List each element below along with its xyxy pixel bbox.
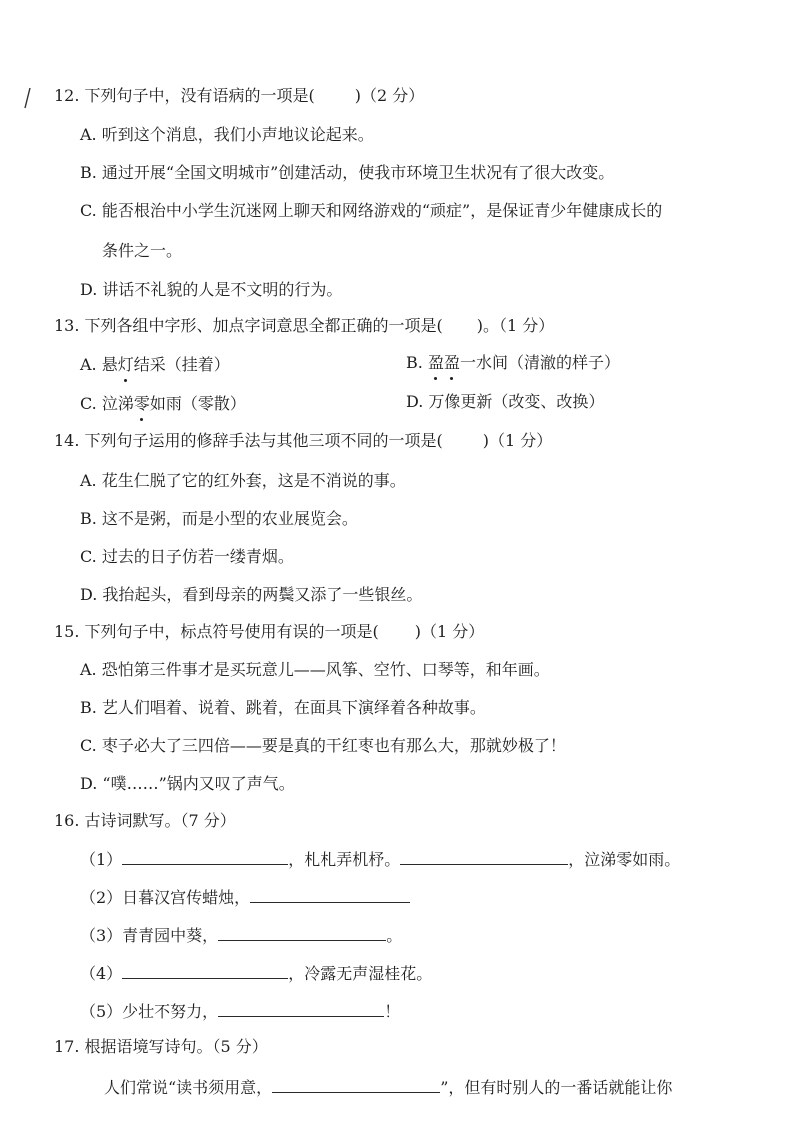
q12-option-c-cont: 条件之一。 [102, 241, 183, 260]
q16-1-mid: ，札札弄机杼。 [288, 850, 401, 869]
q17-context-a: 人们常说“读书须用意， [104, 1078, 273, 1097]
q16-5-text: （5）少壮不努力， [80, 1002, 219, 1021]
q13-b-post: 一水间（清澈的样子） [459, 353, 620, 372]
q16-line-4 [80, 962, 432, 985]
q16-4-num: （4） [80, 964, 123, 983]
q13-score: )。（1 分） [476, 316, 555, 335]
q14-option-a: A. 花生仁脱了它的红外套，这是不消说的事。 [80, 471, 406, 490]
q14-option-d: D. 我抬起头，看到母亲的两鬓又添了一些银丝。 [80, 585, 423, 604]
q16-4-end: ，冷露无声湿桂花。 [288, 964, 433, 983]
q13-a-post: 结采（挂着） [133, 355, 230, 374]
q13-option-d: D. 万像更新（改变、改换） [406, 392, 605, 411]
q16-1-blank-2[interactable] [400, 848, 568, 865]
q15-option-a: A. 恐怕第三件事才是买玩意儿——风筝、空竹、口琴等，和年画。 [80, 660, 550, 679]
q13-b-pre: B. [406, 353, 428, 372]
q16-4-blank[interactable] [122, 962, 288, 979]
q13-option-b [406, 352, 620, 374]
q17-context-b: ”，但有时别人的一番话就能让你 [440, 1078, 673, 1097]
q12-option-d: D. 讲话不礼貌的人是不文明的行为。 [80, 280, 343, 299]
q16-1-num: （1） [80, 850, 123, 869]
q16-2-blank[interactable] [250, 886, 410, 903]
q14-stem-text: 14. 下列句子运用的修辞手法与其他三项不同的一项是( [54, 431, 443, 450]
q16-1-end: ，泣涕零如雨。 [568, 850, 681, 869]
q12-option-a: A. 听到这个消息，我们小声地议论起来。 [80, 125, 374, 144]
q12-answer-blank[interactable] [315, 85, 355, 101]
q14-stem [54, 430, 552, 452]
q12-stem [54, 85, 424, 107]
q13-option-c [80, 393, 246, 415]
q14-score: )（1 分） [482, 431, 553, 450]
q15-stem [54, 621, 484, 643]
q16-5-end: ！ [384, 1002, 401, 1021]
q12-stem-text: 12. 下列句子中，没有语病的一项是( [54, 86, 315, 105]
q17-blank[interactable] [272, 1076, 440, 1093]
q16-line-3 [80, 924, 402, 947]
q16-3-blank[interactable] [218, 924, 386, 941]
q15-stem-text: 15. 下列句子中，标点符号使用有误的一项是( [54, 622, 379, 641]
q17-stem: 17. 根据语境写诗句。（5 分） [54, 1037, 268, 1056]
q13-c-dotted-char: 零 [133, 394, 150, 413]
pen-mark [22, 86, 32, 110]
q13-stem [54, 315, 554, 337]
q13-a-dotted-char: 灯 [117, 355, 134, 374]
q13-c-pre: C. 泣涕 [80, 394, 134, 413]
q13-c-post: 如雨（零散） [149, 394, 246, 413]
q14-option-b: B. 这不是粥，而是小型的农业展览会。 [80, 509, 358, 528]
q14-answer-blank[interactable] [443, 430, 483, 446]
q12-option-b: B. 通过开展“全国文明城市”创建活动，使我市环境卫生状况有了很大改变。 [80, 163, 615, 182]
q13-answer-blank[interactable] [443, 315, 477, 331]
q16-5-blank[interactable] [218, 1000, 384, 1017]
q16-3-text: （3）青青园中葵， [80, 926, 219, 945]
q15-score: )（1 分） [414, 622, 485, 641]
q13-b-dotted-char-1: 盈 [427, 353, 444, 372]
q16-2-text: （2）日暮汉宫传蜡烛， [80, 888, 251, 907]
q16-line-5 [80, 1000, 400, 1023]
q14-option-c: C. 过去的日子仿若一缕青烟。 [80, 547, 294, 566]
q16-1-blank-1[interactable] [122, 848, 288, 865]
q15-option-c: C. 枣子必大了三四倍——要是真的干红枣也有那么大，那就妙极了！ [80, 736, 566, 755]
q12-option-c: C. 能否根治中小学生沉迷网上聊天和网络游戏的“顽症”，是保证青少年健康成长的 [80, 201, 663, 220]
q16-3-end: 。 [386, 926, 403, 945]
q13-a-pre: A. 悬 [80, 355, 118, 374]
q15-option-b: B. 艺人们唱着、说着、跳着，在面具下演绎着各种故事。 [80, 698, 486, 717]
q13-option-a [80, 354, 230, 376]
q16-line-2 [80, 886, 410, 909]
q13-b-dotted-char-2: 盈 [443, 353, 460, 372]
q16-stem: 16. 古诗词默写。（7 分） [54, 811, 236, 830]
q15-answer-blank[interactable] [379, 621, 415, 637]
q13-stem-text: 13. 下列各组中字形、加点字词意思全都正确的一项是( [54, 316, 443, 335]
q12-score: )（2 分） [354, 86, 425, 105]
q16-line-1 [80, 848, 680, 871]
q17-context [104, 1076, 672, 1099]
q15-option-d: D. “噗……”锅内又叹了声气。 [80, 774, 295, 793]
